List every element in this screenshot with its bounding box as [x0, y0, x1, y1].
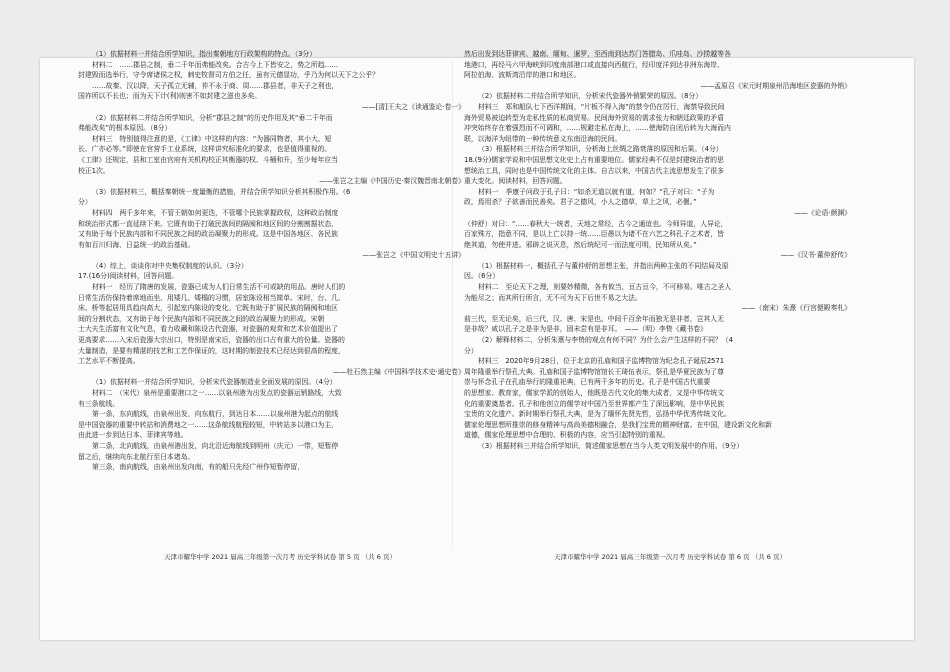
- text-line: ——《汉书·董仲舒传》: [780, 251, 851, 260]
- text-line: 前三代，至无论矣，后三代，汉、唐、宋是也。中间千百余年而独无是非者，岂其人无: [464, 314, 724, 323]
- text-line: 第二条，北向航线，由泉州港出发，向北沿近海航线到明州（庆元）一带，短暂停: [92, 441, 339, 450]
- text-line: 校正1次。: [78, 166, 110, 175]
- text-line: 留之后，继续向东北航行至日本诸岛。: [78, 452, 195, 461]
- text-line: 有如百川归海、日益统一的政治基础。: [78, 240, 195, 249]
- text-line: 工艺水平不断提高。: [78, 357, 140, 366]
- text-line: 由此进一步到达日本、菲律宾等地。: [78, 431, 188, 440]
- text-line: 日常生活仿保持着席地而坐、用矮几、矮榻的习惯，居室陈设相当简单。宋时，台、几、: [78, 293, 345, 302]
- text-line: 海外贸易被迫转型为走私性质的私商贸易。民间海外贸易的需求张力和朝廷政策的矛盾: [464, 113, 724, 122]
- text-line: 封建毁而选举行，守令席诸侯之权，刺史牧督司方伯之任，虽有元德显功，乎乃为何以天下之公乎？: [78, 71, 379, 80]
- text-line: 材料二 至论天下之理，则要妙精微，各有攸当，亘古亘今，不可移易。唯古之圣人: [478, 283, 732, 292]
- text-line: ——（南宋）朱熹《行宫便殿奏札》: [741, 304, 851, 313]
- text-line: 18.(9分)儒家学说和中国思想文化史上占有重要地位。儒家经典不仅是封建统治者的思: [464, 155, 724, 164]
- text-line: 百家殊方，指意不同，是以上亡以持一统……臣愚以为诸不在六艺之科孔子之术者，皆: [464, 230, 724, 239]
- text-line: 化的重要奠基者。孔子和他创立的儒学对中国乃至世界都产生了深远影响，是中华民族: [464, 399, 724, 408]
- text-line: 政，焉用杀？子欲善而民善矣。君子之德风，小人之德草，草上之风，必偃。”: [464, 198, 697, 207]
- text-line: 又有助于每个民族内部和不同民族之间的政治凝聚力的形成。这是中国各地区、各民族: [78, 230, 338, 239]
- text-line: 地港口，再经马六甲海峡到印度南部港口或直接向西航行，经印度洋到达非洲东海岸、: [464, 60, 724, 69]
- text-line: 阿拉伯海、波斯湾沿岸的港口和地区。: [464, 71, 581, 80]
- text-line: 重大变化。阅读材料，回答问题。: [464, 177, 567, 186]
- text-line: 更高要求……入宋后瓷器大宗出口，特别是南宋后，瓷器的出口占有重大的份量。瓷器的: [78, 336, 345, 345]
- text-line: 分）: [78, 198, 92, 207]
- text-line: （1）依据材料一并结合所学知识，分析宋代瓷器制造业全面发展的原因。（4分）: [92, 378, 337, 387]
- text-line: ——[清]王夫之《读通鉴论·卷一》: [361, 102, 465, 111]
- text-line: 是中国瓷器的重要中转站和消费地之一……这条航线航程较短，中转站多以港口为主，: [78, 420, 338, 429]
- text-line: （1）依据材料一并结合所学知识，指出秦朝地方行政架构的特点。（3分）: [92, 50, 317, 58]
- page-footer-5: 天津市耀华中学 2021 届高三年级第一次月考 历史学科试卷 第 5 页 （共 6 页）: [164, 553, 396, 561]
- text-line: 长、广亦必等。”即使在官营手工业系统，这样讲究标准化的要求，也是值得重视的。: [78, 145, 332, 154]
- text-line: ——张岂之主编《中国历史·秦汉魏晋南北朝卷》: [319, 177, 465, 186]
- text-line: 是非哉？咸以孔子之是非为是非，固未尝有是非耳。 ——（明）李贽《藏书卷》: [464, 325, 707, 334]
- text-line: 联，以海洋为纽带的一种传统意义东南沿海的民间。: [464, 134, 622, 143]
- exam-page-6: [464, 49, 859, 549]
- text-line: （1）根据材料一，概括孔子与董仲舒的思想主张，并指出两种主张的不同结局及原: [478, 261, 729, 270]
- text-line: （2）依据材料二并结合所学知识，分析“郡县之制”的历史作用及其“垂二千年而: [92, 113, 333, 122]
- text-line: 为能尽之；而其所行所言，无不可为天下后世不易之大法。: [464, 293, 642, 302]
- text-line: （2）依据材料二并结合所学知识，分析宋代瓷器外销繁荣的原因。（8分）: [478, 92, 703, 101]
- text-line: ——孟原召《宋元时期泉州沿海地区瓷器的外销》: [700, 81, 851, 90]
- text-line: 弗能改矣”的根本原因。（8分）: [78, 124, 172, 133]
- exam-page-5: [78, 49, 473, 549]
- text-line: 材料二 （宋代）泉州是重要港口之一……以泉州港为出发点的瓷器运销路线，大致: [92, 389, 342, 397]
- text-line: ——杜石然主编《中国科学技术史·通史卷》: [332, 367, 465, 376]
- text-line: 第三条，南向航线，由泉州出发向南，有的船只先经广州作短暂停留，: [92, 463, 305, 472]
- text-line: 《工律》还规定，县和工室由官府有关机构校正其衡器的权、斗桶和升，至少每年应当: [78, 155, 338, 164]
- text-line: （2）解释材料二，分析朱熹与李贽的观点有何不同？为什么会产生这样的不同？（4: [478, 336, 733, 345]
- text-line: 崇与怀念孔子在孔庙举行的隆重祀典，已有两千多年的历史。孔子是中国古代重要: [464, 378, 711, 387]
- text-line: （3）根据材料三并结合所学知识，分析海上丝绸之路衰落的原因和后果。（4分）: [478, 145, 723, 154]
- text-line: 分）: [464, 346, 478, 355]
- text-line: 间的分割状态，又有助于每个民族内部和不同民族之间的政治凝聚力的形成。宋朝: [78, 314, 325, 323]
- text-line: 有三条航线。: [78, 399, 120, 408]
- text-line: （4）综上，谈谈你对中央集权制度的认识。（3分）: [92, 261, 248, 270]
- text-line: 材料三 2020年9月28日，位于北京的孔庙和国子监博物馆为纪念孔子诞辰2571: [478, 357, 725, 366]
- text-line: 因。（6分）: [464, 272, 500, 281]
- text-line: 材料一 季康子问政于孔子曰：“如杀无道以就有道，何如？”孔子对曰：“子为: [478, 187, 715, 196]
- text-line: 国祚所以不长也；而为天下计(利)则害不如封建之滋也多矣。: [78, 92, 262, 101]
- text-line: 绝其道，勿使并进。邪辟之说灭息，然后统纪可一而法度可明，民知所从矣。”: [464, 240, 697, 249]
- text-line: 周年隆重举行祭孔大典。孔庙和国子监博物馆馆长王琦伍表示，祭孔是华夏民族为了尊: [464, 367, 724, 376]
- text-line: ……故秦、汉以降，天子孤立无辅，祚不永于商、周……郡县者，非天子之利也，: [92, 81, 339, 90]
- text-line: 大量制造，是要有精湛的技艺和工艺作保证的，这时期的制瓷技术已经达到很高的程度，: [78, 346, 345, 355]
- text-line: 宝贵的文化遗产。新时期举行祭孔大典，是为了缅怀先贤先哲，弘扬中华优秀传统文化。: [464, 410, 731, 419]
- text-line: 士大夫生活富有文化气息，看力收藏和陈设古代瓷器，对瓷器的观赏和艺术价值提出了: [78, 325, 338, 334]
- text-line: 床、桥等起居用具趋向高大，引起室内陈设的变化。它既有助于扩展民族的隔阂和地区: [78, 304, 338, 313]
- text-line: 第一条，东向航线，由泉州出发，向东航行，到达日本……以泉州港为起点的航线: [92, 410, 339, 419]
- text-line: （3）根据材料三并结合所学知识，简述儒家思想在当今人类文明发展中的作用。（9分）: [478, 441, 744, 450]
- text-line: 的思想家、教育家，儒家学派的创始人，他既是古代文化的集大成者，又是中华传统文: [464, 389, 724, 397]
- text-line: 材料二 ……郡县之制，垂二千年而弗能改矣。合古今上下皆安之，势之所趋……: [92, 60, 339, 69]
- text-line: 材料一 经历了隋唐的发展，瓷器已成为人们日常生活不可或缺的用品。唐时人们的: [92, 283, 346, 292]
- text-line: 想统治工具，同时也是中国传统文化的主体。自古以来，中国古代主流思想发生了很多: [464, 166, 724, 175]
- text-line: 材料三 特别值得注意的是，《工律》中这样的内容：“为器同物者，其小大、短: [92, 134, 332, 143]
- text-line: （仲舒）对曰：“……春秋大一统者，天地之常经，古今之通谊也。今师异道，人异论，: [464, 219, 728, 228]
- text-line: 然后出发到达菲律宾、越南、缅甸、暹罗，至西南到达苏门答腊岛、爪哇岛、沙捞越等各: [464, 50, 731, 58]
- text-line: ——张岂之《中国文明史十五讲》: [362, 251, 465, 260]
- text-line: 冲突始终存在着强烈而不可调和，……规避走私在海上，……使海防自闭后转为大海而内: [464, 124, 731, 133]
- text-line: ——《论语·颜渊》: [794, 208, 851, 217]
- text-line: 材料四 两千多年来，不管王朝如何更迭，不管哪个民族掌握政权，这种政治制度: [92, 208, 339, 217]
- text-line: 材料三 郑和船队七下西洋期间，“片板不得入海”的禁令仍在厉行，海禁导致民间: [478, 102, 725, 111]
- text-line: 道德，儒家伦理思想中合理的、积极的内容，应当引起特别的重视。: [464, 431, 670, 440]
- text-line: （3）依据材料三，概括秦朝统一度量衡的措施，并结合所学知识分析其积极作用。（6: [92, 187, 351, 196]
- text-line: 儒家伦理思想所推崇的修身精神与高尚美德相融合，是我们宝贵的精神财富。在中国，建设新文化和新: [464, 420, 772, 429]
- text-line: 和统治形式都一直延续下来。它既有助于打破民族间的隔阂和地区间的分割割据状态，: [78, 219, 338, 228]
- page-footer-6: 天津市耀华中学 2021 届高三年级第一次月考 历史学科试卷 第 6 页 （共 6 页）: [554, 553, 786, 561]
- text-line: 17.(16分)阅读材料，回答问题。: [78, 272, 178, 281]
